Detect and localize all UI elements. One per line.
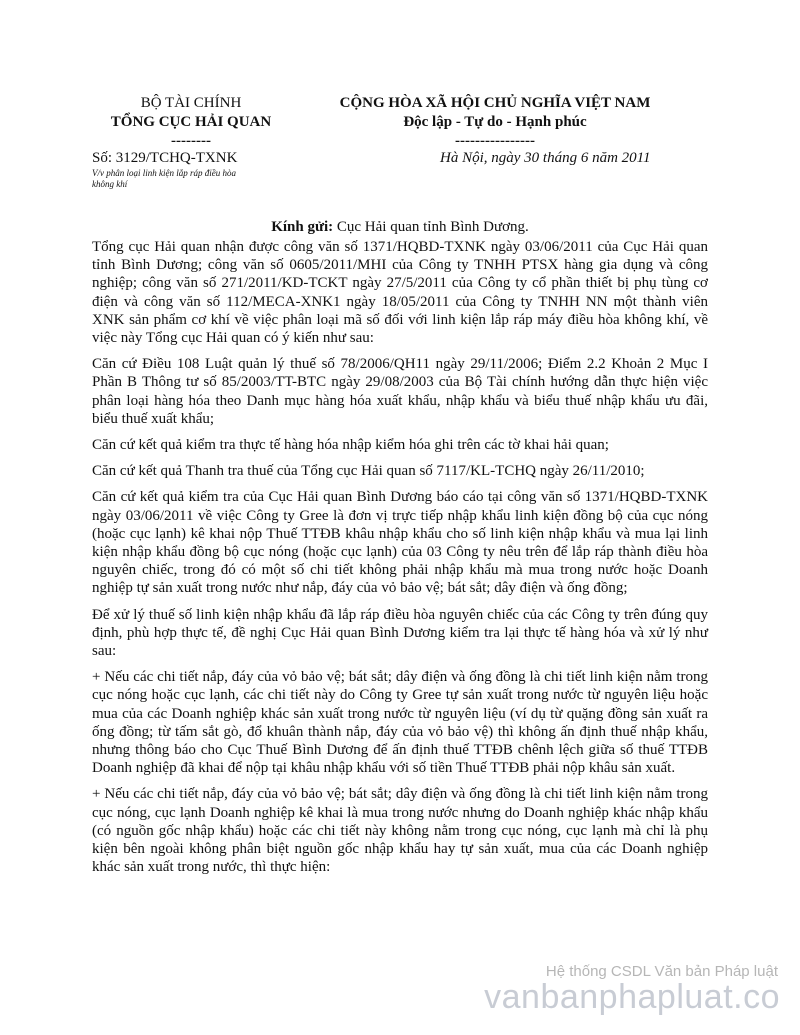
subject-line-1: V/v phân loại linh kiện lắp ráp điều hòa bbox=[92, 168, 236, 178]
recipient-line bbox=[0, 219, 800, 236]
country-name: CỘNG HÒA XÃ HỘI CHỦ NGHĨA VIỆT NAM bbox=[339, 95, 651, 111]
ministry-name: BỘ TÀI CHÍNH bbox=[140, 95, 242, 111]
motto-divider: ---------------- bbox=[455, 133, 535, 149]
national-motto: Độc lập - Tự do - Hạnh phúc bbox=[403, 114, 587, 130]
recipient-label: Kính gửi: bbox=[271, 219, 334, 235]
document-number: Số: 3129/TCHQ-TXNK bbox=[92, 150, 238, 166]
paragraph: Căn cứ Điều 108 Luật quản lý thuế số 78/2006/QH11 ngày 29/11/2006; Điểm 2.2 Khoản 2 Mục I Phần B Thông tư số 85/2003/TT-BTC ngày 29/08/2003 của Bộ Tài chính hướng dẫn thực hiện việc phân loại hàng hóa theo Danh mục hàng hóa xuất khẩu, nhập khẩu và biểu thuế nhập khẩu ưu đãi, biểu thuế xuất khẩu; bbox=[92, 356, 708, 427]
watermark-caption: Hệ thống CSDL Văn bản Pháp luật bbox=[545, 963, 778, 980]
paragraph: + Nếu các chi tiết nắp, đáy của vỏ bảo vệ; bát sắt; dây điện và ống đồng là chi tiết linh kiện nằm trong cục nóng, cục lạnh Doanh nghiệp kê khai là mua trong nước nhưng do Doanh nghiệp khác nhập khẩu (có nguồn gốc nhập khẩu) hoặc các chi tiết này không nằm trong cục nóng, cục lạnh mà chỉ là phụ kiện bên ngoài không phân biệt nguồn gốc nhập khẩu hay tự sản xuất, mua của các Doanh nghiệp khác sản xuất trong nước, thì thực hiện: bbox=[92, 786, 708, 876]
subject-line-2: không khí bbox=[92, 179, 128, 189]
paragraph: Tổng cục Hải quan nhận được công văn số 1371/HQBD-TXNK ngày 03/06/2011 của Cục Hải quan tỉnh Bình Dương; công văn số 0605/2011/MHI của Công ty TNHH PTSX hàng gia dụng và công nghiệp; công văn số 271/2011/KD-TCKT ngày 27/5/2011 của Công ty cổ phần thiết bị phụ tùng cơ điện và công văn số 112/MECA-XNK1 ngày 18/05/2011 của Công ty TNHH NN một thành viên XNK sản phẩm cơ khí về việc phân loại mã số đối với linh kiện lắp ráp máy điều hòa không khí, về việc này Tổng cục Hải quan có ý kiến như sau: bbox=[92, 239, 708, 347]
issuer-divider: -------- bbox=[171, 133, 211, 149]
issuer-block bbox=[86, 94, 296, 151]
national-title-block bbox=[300, 94, 690, 151]
recipient-name: Cục Hải quan tỉnh Bình Dương. bbox=[333, 219, 529, 235]
document-subject bbox=[92, 168, 282, 190]
watermark-site: vanbanphapluat.co bbox=[484, 978, 780, 1016]
paragraph: Căn cứ kết quả kiểm tra thực tế hàng hóa nhập kiểm hóa ghi trên các tờ khai hải quan; bbox=[92, 437, 609, 454]
place-date: Hà Nội, ngày 30 tháng 6 năm 2011 bbox=[440, 150, 651, 166]
department-name: TỔNG CỤC HẢI QUAN bbox=[110, 114, 272, 130]
paragraph: + Nếu các chi tiết nắp, đáy của vỏ bảo vệ; bát sắt; dây điện và ống đồng là chi tiết linh kiện nằm trong cục nóng hoặc cục lạnh, các chi tiết này do Công ty Gree tự sản xuất trong nước từ nguyên liệu hoặc mua của các Doanh nghiệp khác sản xuất trong nước từ nguyên liệu (ví dụ từ quặng đồng sản xuất ra ống đồng; từ tấm sắt gò, đổ khuân thành nắp, đáy của vỏ bảo vệ) thì không ấn định thuế nhập khẩu, nhưng thông báo cho Cục Thuế Bình Dương để ấn định thuế TTĐB chênh lệch giữa số thuế TTĐB Doanh nghiệp đã khai để nộp tại khâu nhập khẩu với số tiền Thuế TTĐB phải nộp khâu sản xuất. bbox=[92, 669, 708, 777]
paragraph: Để xử lý thuế số linh kiện nhập khẩu đã lắp ráp điều hòa nguyên chiếc của các Công ty trên đúng quy định, phù hợp thực tế, đề nghị Cục Hải quan Bình Dương kiểm tra lại thực tế hàng hóa và xử lý như sau: bbox=[92, 606, 708, 660]
letter-body bbox=[92, 238, 708, 885]
paragraph: Căn cứ kết quả kiểm tra của Cục Hải quan Bình Dương báo cáo tại công văn số 1371/HQBD-TXNK ngày 03/06/2011 về việc Công ty Gree là đơn vị trực tiếp nhập khẩu linh kiện đồng bộ của cục nóng (hoặc cục lạnh) kê khai nộp Thuế TTĐB khâu nhập khẩu cho số linh kiện nhập khẩu và mua lại linh kiện nhập khẩu đồng bộ cục nóng (hoặc cục lạnh) của 03 Công ty nêu trên để lắp ráp thành điều hòa nguyên chiếc, trong đó có một số chi tiết không phải nhập khẩu mà mua trong nước hoặc Doanh nghiệp tự sản xuất trong nước như nắp, đáy của vỏ bảo vệ; bát sắt; dây điện và ống đồng; bbox=[92, 489, 708, 597]
paragraph: Căn cứ kết quả Thanh tra thuế của Tổng cục Hải quan số 7117/KL-TCHQ ngày 26/11/2010; bbox=[92, 463, 645, 480]
